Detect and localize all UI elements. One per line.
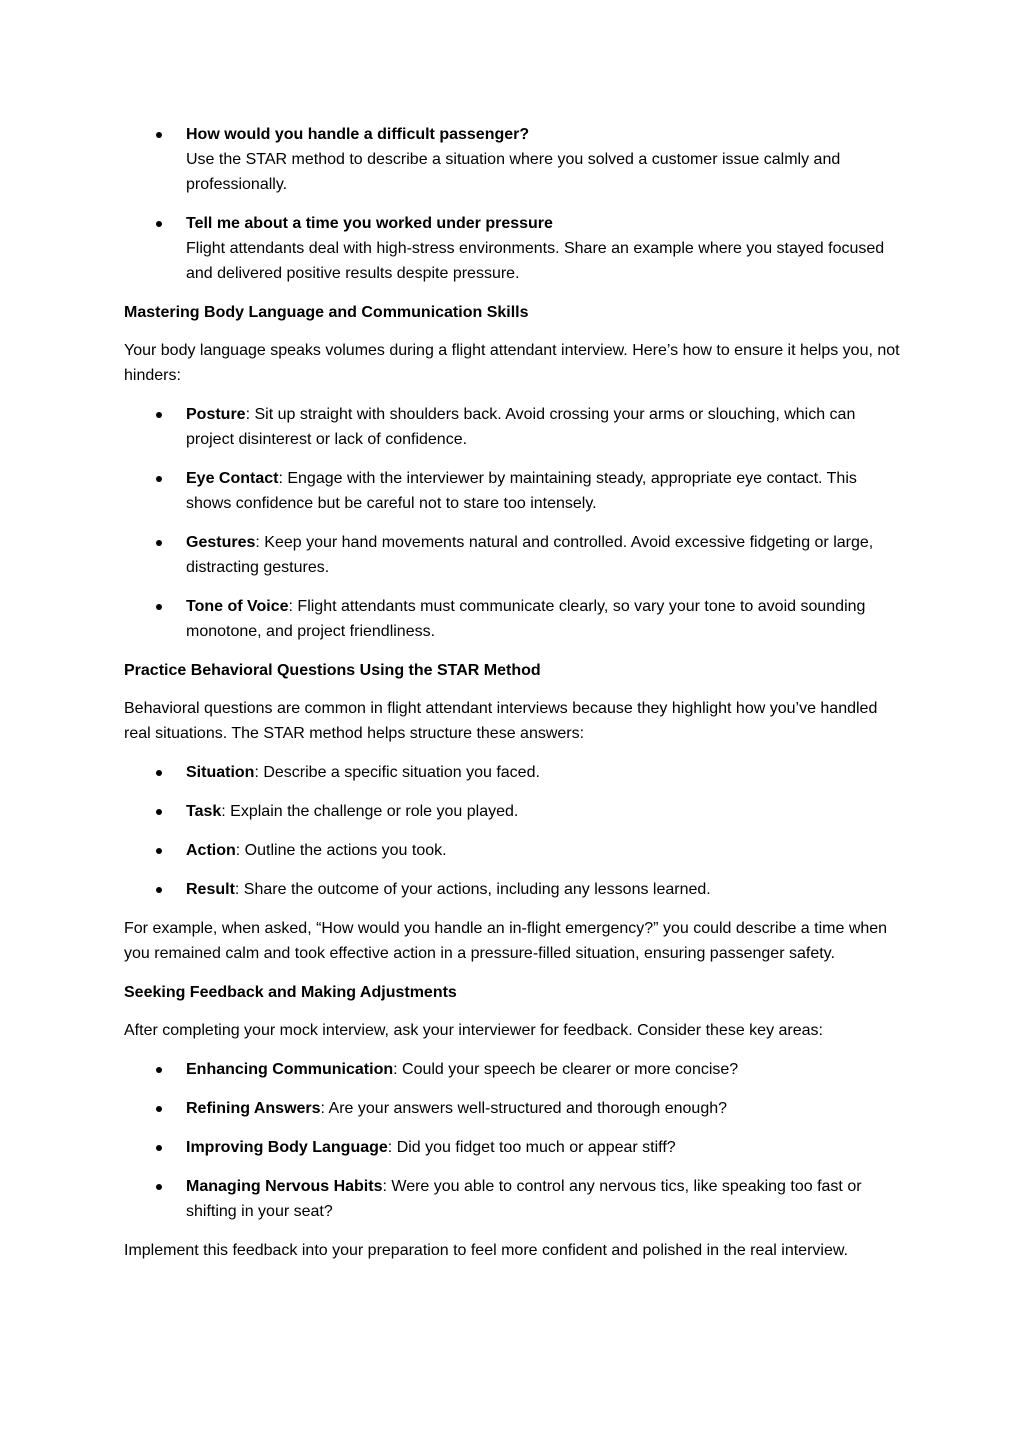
- item-term: Action: [186, 842, 236, 859]
- list-item: [124, 530, 900, 580]
- list-item: [124, 122, 900, 197]
- bullet-icon: [156, 770, 162, 776]
- bullet-icon: [156, 1184, 162, 1190]
- list-item: [124, 877, 900, 902]
- item-text: : Engage with the interviewer by maintaining steady, appropriate eye contact. This shows confidence but be careful not to stare too intensely.: [186, 470, 857, 512]
- body-language-list: [124, 402, 900, 644]
- item-text: : Did you fidget too much or appear stiff?: [387, 1139, 676, 1156]
- question-text: Flight attendants deal with high-stress environments. Share an example where you stayed focused and delivered positive results despite pressure.: [186, 240, 885, 282]
- star-list: [124, 760, 900, 902]
- item-term: Gestures: [186, 534, 256, 551]
- bullet-icon: [156, 1145, 162, 1151]
- bullet-icon: [156, 809, 162, 815]
- item-text: : Keep your hand movements natural and controlled. Avoid excessive fidgeting or large, distracting gestures.: [186, 534, 874, 576]
- item-text: : Explain the challenge or role you played.: [221, 803, 519, 820]
- bullet-icon: [156, 221, 162, 227]
- item-text: : Outline the actions you took.: [235, 842, 447, 859]
- question-title: Tell me about a time you worked under pressure: [186, 215, 553, 232]
- section-heading-star: Practice Behavioral Questions Using the STAR Method: [124, 662, 541, 679]
- item-text: : Share the outcome of your actions, including any lessons learned.: [234, 881, 711, 898]
- item-term: Situation: [186, 764, 255, 781]
- bullet-icon: [156, 604, 162, 610]
- section-heading-feedback: Seeking Feedback and Making Adjustments: [124, 984, 457, 1001]
- list-item: [124, 211, 900, 286]
- bullet-icon: [156, 476, 162, 482]
- item-text: : Could your speech be clearer or more concise?: [393, 1061, 739, 1078]
- list-item: [124, 594, 900, 644]
- feedback-intro: After completing your mock interview, ask your interviewer for feedback. Consider these key areas:: [124, 1022, 823, 1039]
- item-term: Tone of Voice: [186, 598, 289, 615]
- feedback-list: [124, 1057, 900, 1224]
- list-item: [124, 760, 900, 785]
- item-term: Managing Nervous Habits: [186, 1178, 383, 1195]
- item-text: : Are your answers well-structured and thorough enough?: [320, 1100, 728, 1117]
- body-language-intro: Your body language speaks volumes during a flight attendant interview. Here’s how to ensure it helps you, not hinders:: [124, 342, 900, 384]
- question-text: Use the STAR method to describe a situation where you solved a customer issue calmly and professionally.: [186, 151, 841, 193]
- item-term: Result: [186, 881, 235, 898]
- item-term: Task: [186, 803, 222, 820]
- list-item: [124, 466, 900, 516]
- bullet-icon: [156, 132, 162, 138]
- bullet-icon: [156, 1106, 162, 1112]
- item-text: : Were you able to control any nervous tics, like speaking too fast or shifting in your seat?: [186, 1178, 862, 1220]
- item-term: Posture: [186, 406, 246, 423]
- item-term: Eye Contact: [186, 470, 279, 487]
- list-item: [124, 1096, 900, 1121]
- list-item: [124, 1135, 900, 1160]
- bullet-icon: [156, 540, 162, 546]
- feedback-closing: Implement this feedback into your preparation to feel more confident and polished in the real interview.: [124, 1242, 848, 1259]
- list-item: [124, 402, 900, 452]
- list-item: [124, 838, 900, 863]
- bullet-icon: [156, 412, 162, 418]
- document-page: [124, 122, 900, 1277]
- item-term: Refining Answers: [186, 1100, 321, 1117]
- bullet-icon: [156, 1067, 162, 1073]
- item-text: : Sit up straight with shoulders back. Avoid crossing your arms or slouching, which can project disinterest or lack of confidence.: [186, 406, 856, 448]
- bullet-icon: [156, 887, 162, 893]
- item-term: Enhancing Communication: [186, 1061, 394, 1078]
- list-item: [124, 799, 900, 824]
- list-item: [124, 1174, 900, 1224]
- bullet-icon: [156, 848, 162, 854]
- star-example: For example, when asked, “How would you handle an in-flight emergency?” you could describe a time when you remained calm and took effective action in a pressure-filled situation, ensuring passenger safety.: [124, 920, 888, 962]
- item-text: : Flight attendants must communicate clearly, so vary your tone to avoid sounding monotone, and project friendliness.: [186, 598, 866, 640]
- section-heading-body-language: Mastering Body Language and Communication Skills: [124, 304, 529, 321]
- item-term: Improving Body Language: [186, 1139, 388, 1156]
- interview-questions-list: [124, 122, 900, 286]
- list-item: [124, 1057, 900, 1082]
- item-text: : Describe a specific situation you faced.: [254, 764, 540, 781]
- question-title: How would you handle a difficult passenger?: [186, 126, 530, 143]
- star-intro: Behavioral questions are common in flight attendant interviews because they highlight how you’ve handled real situations. The STAR method helps structure these answers:: [124, 700, 878, 742]
